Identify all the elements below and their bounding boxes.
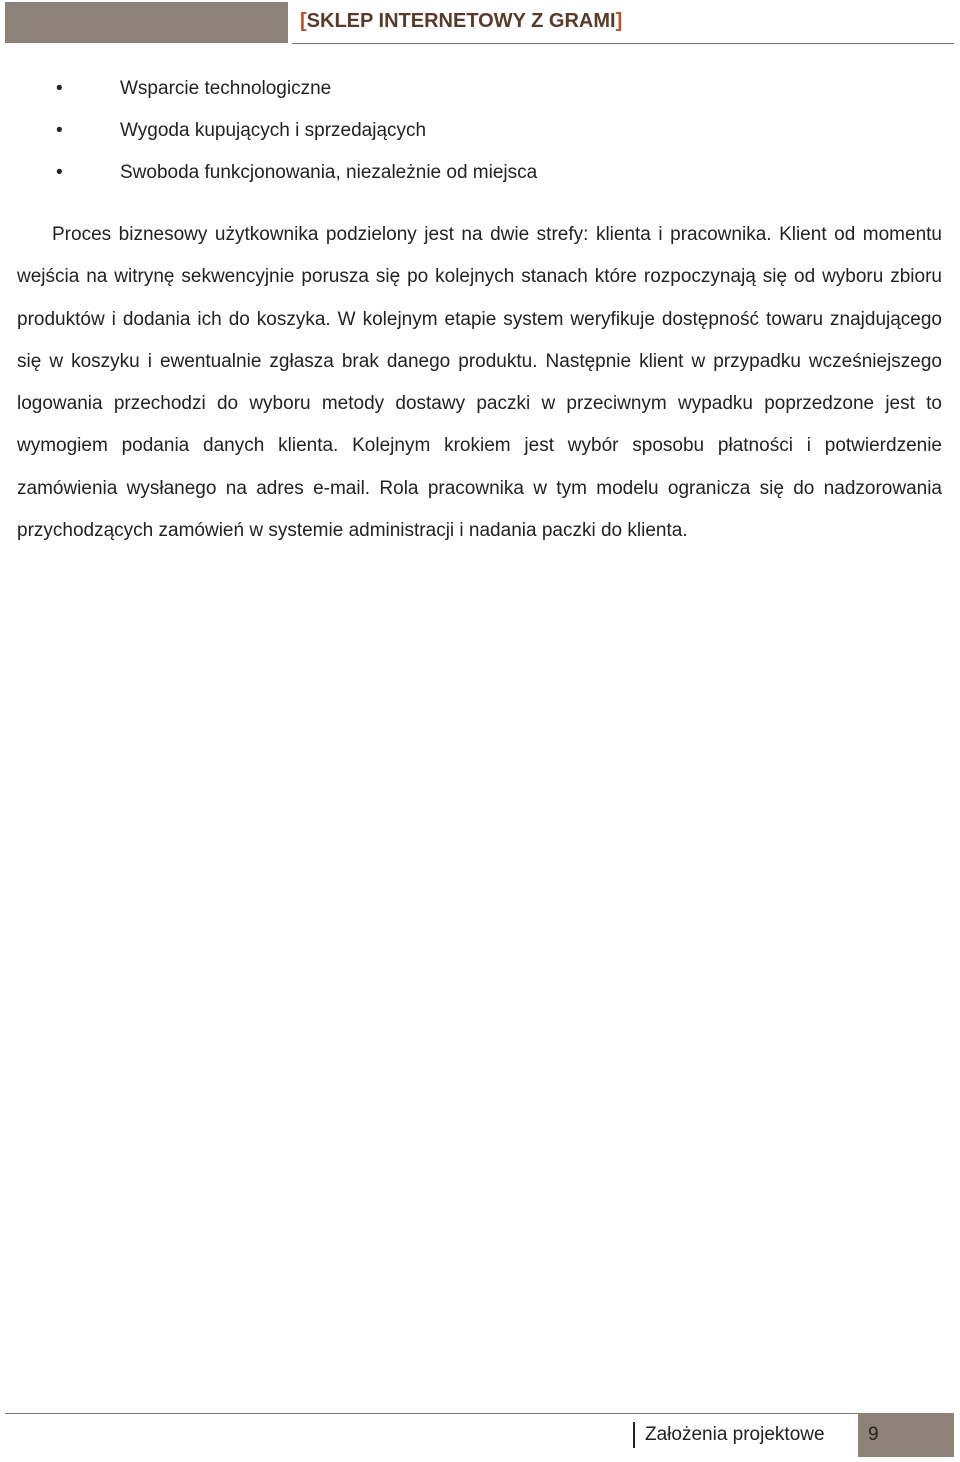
list-item-text: Wygoda kupujących i sprzedających — [120, 120, 427, 141]
list-item-text: Wsparcie technologiczne — [120, 78, 332, 99]
header-divider — [292, 43, 954, 44]
document-header-title — [300, 10, 622, 33]
header-bracket-open: [ — [300, 10, 307, 32]
bullet-marker: • — [56, 120, 63, 141]
footer-section-title: Założenia projektowe — [633, 1422, 825, 1448]
list-item — [0, 68, 960, 110]
header-bracket-close: ] — [615, 10, 623, 32]
header-color-bar — [5, 2, 288, 43]
header-title-text: SKLEP INTERNETOWY Z GRAMI — [306, 10, 616, 32]
bullet-list — [0, 68, 960, 194]
bullet-marker: • — [56, 162, 63, 183]
bullet-marker: • — [56, 78, 63, 99]
list-item-text: Swoboda funkcjonowania, niezależnie od miejsca — [120, 162, 538, 183]
list-item — [0, 110, 960, 152]
page-number: 9 — [858, 1413, 954, 1457]
footer-divider — [5, 1413, 954, 1414]
body-paragraph: Proces biznesowy użytkownika podzielony jest na dwie strefy: klienta i pracownika. Klient od momentu wejścia na witrynę sekwencyjnie porusza się po kolejnych stanach które rozpoczynają się od wyboru zbioru produktów i dodania ich do koszyka. W kolejnym etapie system weryfikuje dostępność towaru znajdującego się w koszyku i ewentualnie zgłasza brak danego produktu. Następnie klient w przypadku wcześniejszego logowania przechodzi do wyboru metody dostawy paczki w przeciwnym wypadku poprzedzone jest to wymogiem podania danych klienta. Kolejnym krokiem jest wybór sposobu płatności i potwierdzenie zamówienia wysłanego na adres e-mail. Rola pracownika w tym modelu ogranicza się do nadzorowania przychodzących zamówień w systemie administracji i nadania paczki do klienta. — [17, 224, 942, 542]
list-item — [0, 152, 960, 194]
